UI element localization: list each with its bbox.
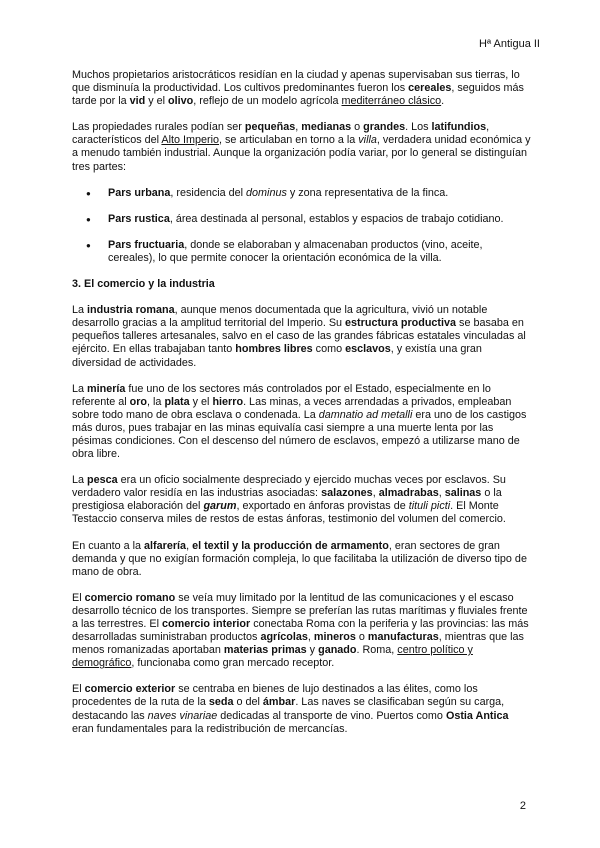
text-run: . Roma, (356, 644, 398, 657)
underlined-term: centro político y demográfico (72, 644, 473, 670)
text-run: La (72, 304, 88, 317)
bold-term: Ostia Antica (445, 709, 509, 722)
bold-term: latifundios (431, 121, 487, 134)
text-run: , se articulaban en torno a la (219, 134, 359, 147)
text-run: , reflejo de un modelo agrícola (193, 95, 342, 108)
bold-term: olivo (168, 95, 194, 108)
text-run: Muchos propietarios aristocráticos residían en la ciudad y apenas supervisaban sus tierras, lo que disminuía la productividad. Los cultivos predominantes fueron los (72, 69, 520, 95)
italic-term: damnatio ad metalli (318, 408, 413, 421)
text-run: Las propiedades rurales podían ser (72, 121, 245, 134)
bold-term: hierro (212, 395, 244, 408)
text-run: , (438, 487, 445, 500)
italic-term: dominus (246, 186, 287, 199)
text-run: , exportado en ánforas provistas de (236, 500, 409, 513)
bold-term: mineros (313, 631, 356, 644)
bold-term: comercio exterior (84, 683, 176, 696)
text-run: y (306, 644, 319, 657)
page-number: 2 (519, 800, 526, 812)
text-run: y el (189, 395, 213, 408)
bold-term: grandes (363, 121, 406, 134)
bold-term: oro (129, 395, 148, 408)
italic-term: tituli picti (408, 500, 451, 513)
bold-term: salazones (321, 487, 373, 500)
text-run: dedicadas al transporte de vino. Puertos como (217, 709, 446, 722)
bold-term: hombres libres (235, 343, 313, 356)
text-run: , (186, 539, 193, 552)
text-run: . Los (405, 121, 432, 134)
bold-term: el textil y la producción de armamento (192, 539, 389, 552)
list-item (72, 213, 532, 226)
paragraph (72, 383, 532, 462)
page-header: Hª Antigua II (479, 38, 540, 50)
text-run: El (72, 683, 85, 696)
paragraph (72, 474, 532, 526)
text-run: , residencia del (170, 186, 247, 199)
bold-term: esclavos (345, 343, 391, 356)
text-run: fue uno de los sectores más controlados por el Estado, especialmente en lo referente al (72, 382, 491, 408)
text-run: , mientras que las menos romanizadas aportaban (72, 631, 524, 657)
underlined-term: Alto Imperio (161, 134, 220, 147)
text-run: , (307, 631, 314, 644)
bold-term: manufacturas (367, 631, 439, 644)
text-run: o (355, 631, 368, 644)
text-run: y zona representativa de la finca. (286, 186, 449, 199)
text-run: , aunque menos documentada que la agricultura, vivió un notable desarrollo gracias a la amplitud territorial del Imperio. Su (72, 304, 488, 330)
text-run: , seguidos más tarde por la (72, 82, 524, 108)
underlined-term: mediterráneo clásico (341, 95, 442, 108)
paragraph (72, 304, 532, 369)
text-run: y el (145, 95, 169, 108)
italic-term: villa (358, 134, 377, 147)
text-run: era uno de los castigos más duros, pues trabajar en las minas equivalía casi siempre a una muerte lenta por las pésimas condiciones. Con el descenso del número de esclavos, empezó a utilizarse mano de obra libre. (72, 408, 527, 461)
text-run: , verdadera unidad económica y a menudo también industrial. Aunque la organización podía variar, por lo general se distinguían tres partes: (72, 134, 531, 173)
list-item (72, 187, 532, 200)
text-run: , donde se elaboraban y almacenaban productos (vino, aceite, cereales), lo que permite conocer la orientación económica de la villa. (108, 238, 483, 264)
bold-term: Pars rustica (108, 212, 170, 225)
text-run: , (295, 121, 302, 134)
bold-term: pequeñas (244, 121, 296, 134)
text-run: o del (233, 696, 263, 709)
text-run: . Las naves se clasificaban según su carga, destacando las (72, 696, 505, 722)
bold-term: estructura productiva (345, 317, 457, 330)
bold-term: materias primas (223, 644, 307, 657)
bold-term: plata (164, 395, 190, 408)
paragraph (72, 683, 532, 735)
bold-term: seda (208, 696, 234, 709)
paragraph (72, 121, 532, 173)
bold-term: ámbar (262, 696, 296, 709)
bold-term: salinas (444, 487, 482, 500)
text-run: como (312, 343, 346, 356)
text-run: , área destinada al personal, establos y espacios de trabajo cotidiano. (169, 212, 504, 225)
text-run: La (72, 382, 88, 395)
page-content (72, 69, 532, 749)
paragraph (72, 69, 532, 108)
text-run: . (441, 95, 445, 108)
bold-term: agrícolas (260, 631, 308, 644)
bold-term: Pars urbana (108, 186, 171, 199)
text-run: se basaba en pequeños talleres artesanales, salvo en el caso de las grandes fábricas estatales vinculadas al ejército. En ellas trabajaban tanto (72, 317, 526, 356)
paragraph (72, 540, 532, 579)
text-run: o la prestigiosa elaboración del (72, 487, 502, 513)
text-run: La (72, 474, 88, 487)
text-run: En cuanto a la (72, 539, 145, 552)
text-run: , eran sectores de gran demanda y que no exigían formación compleja, lo que facilitaba la utilización de diverso tipo de mano de obra. (72, 539, 527, 578)
bold-term: minería (87, 382, 126, 395)
text-run: o (351, 121, 364, 134)
bold-italic-term: garum (203, 500, 237, 513)
text-run: , (372, 487, 379, 500)
bold-term: comercio romano (84, 591, 176, 604)
bold-term: medianas (301, 121, 352, 134)
text-run: . El Monte Testaccio conserva miles de restos de estas ánforas, testimonio del volumen del comercio. (72, 500, 506, 526)
villa-parts-list (72, 187, 532, 265)
text-run: eran fundamentales para la redistribución de mercancías. (72, 722, 348, 735)
bold-term: vid (129, 95, 146, 108)
text-run: era un oficio socialmente despreciado y ejercido muchas veces por esclavos. Su verdadero valor residía en las industrias asociadas: (72, 474, 506, 500)
bold-term: ganado (318, 644, 357, 657)
text-run: , característicos del (72, 121, 490, 147)
bold-term: comercio interior (162, 618, 251, 630)
list-item (72, 239, 532, 265)
paragraph (72, 592, 532, 671)
text-run: conectaba Roma con la periferia y las provincias: las más desarrolladas suministraban productos (72, 618, 529, 644)
text-run: se centraba en bienes de lujo destinados a las élites, como los procedentes de la ruta de la (72, 683, 478, 709)
section-heading: 3. El comercio y la industria (72, 278, 215, 291)
bold-term: Pars fructuaria (108, 238, 185, 251)
bold-term: cereales (408, 82, 452, 95)
text-run: , funcionaba como gran mercado receptor. (131, 657, 335, 670)
bold-term: industria romana (87, 304, 175, 317)
bold-term: almadrabas (378, 487, 439, 500)
text-run: , y existía una gran diversidad de actividades. (72, 343, 482, 369)
text-run: El (72, 591, 85, 604)
italic-term: naves vinariae (147, 709, 218, 722)
text-run: se veía muy limitado por la lentitud de las comunicaciones y el escaso desarrollo técnico de los transportes. Siempre se preferían las rutas marítimas y fluviales frente a las terrestres. El (72, 591, 528, 630)
bold-term: alfarería (144, 539, 187, 552)
text-run: , la (147, 395, 165, 408)
text-run: . Las minas, a veces arrendadas a privados, empleaban sobre todo mano de obra esclava o condenada. La (72, 395, 512, 421)
bold-term: pesca (87, 474, 118, 487)
